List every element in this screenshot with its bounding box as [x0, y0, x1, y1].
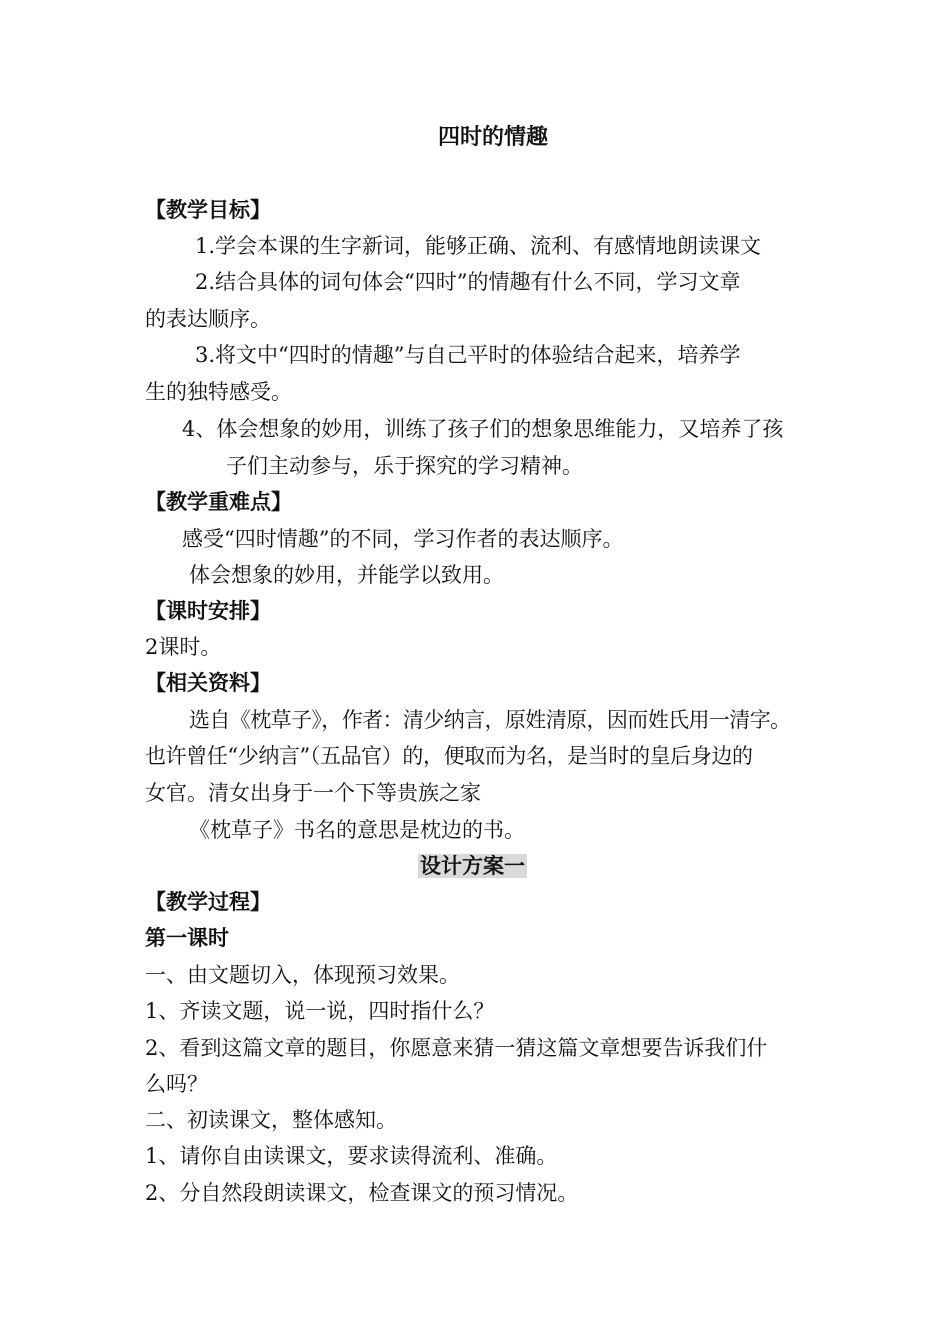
goal-item-3-line-1: 3.将文中“四时的情趣”与自己平时的体验结合起来，培养学: [195, 343, 741, 367]
goal-item-4-line-2: 子们主动参与，乐于探究的学习精神。: [226, 454, 583, 478]
goal-item-1: 1.学会本课的生字新词，能够正确、流利、有感情地朗读课文: [195, 234, 762, 258]
step-1: 一、由文题切入，体现预习效果。: [145, 963, 460, 987]
materials-para-4: 《枕草子》书名的意思是枕边的书。: [189, 818, 525, 842]
step-1-2-line-2: 么吗？: [145, 1072, 208, 1096]
materials-para-2: 也许曾任“少纳言”（五品官）的，便取而为名，是当时的皇后身边的: [145, 744, 753, 768]
schedule-text: 2课时。: [145, 635, 222, 659]
step-2: 二、初读课文，整体感知。: [145, 1108, 397, 1132]
lesson-1-heading: 第一课时: [145, 926, 229, 950]
step-1-2-line-1: 2、看到这篇文章的题目，你愿意来猜一猜这篇文章想要告诉我们什: [145, 1036, 768, 1060]
materials-para-3: 女官。清女出身于一个下等贵族之家: [145, 781, 481, 805]
key-points-heading: 【教学重难点】: [145, 490, 292, 514]
goal-item-3-line-2: 生的独特感受。: [145, 380, 292, 404]
plan-title: [418, 851, 527, 881]
goals-heading: 【教学目标】: [145, 198, 271, 222]
process-heading: 【教学过程】: [145, 890, 271, 914]
goal-item-2-line-1: 2.结合具体的词句体会“四时”的情趣有什么不同，学习文章: [195, 270, 741, 294]
goal-item-2-line-2: 的表达顺序。: [145, 307, 271, 331]
goal-item-4-line-1: 4、体会想象的妙用，训练了孩子们的想象思维能力，又培养了孩: [182, 417, 784, 441]
materials-heading: 【相关资料】: [145, 671, 271, 695]
step-2-2: 2、分自然段朗读课文，检查课文的预习情况。: [145, 1181, 579, 1205]
materials-para-1: 选自《枕草子》，作者：清少纳言，原姓清原，因而姓氏用一清字。: [189, 708, 791, 732]
step-1-1: 1、齐读文题，说一说，四时指什么？: [145, 999, 495, 1023]
plan-title-text: 设计方案一: [420, 854, 525, 878]
step-2-1: 1、请你自由读课文，要求读得流利、准确。: [145, 1144, 558, 1168]
key-point-2: 体会想象的妙用，并能学以致用。: [189, 563, 504, 587]
key-point-1: 感受“四时情趣”的不同，学习作者的表达顺序。: [182, 527, 624, 551]
page-title: 四时的情趣: [438, 125, 549, 150]
schedule-heading: 【课时安排】: [145, 599, 271, 623]
